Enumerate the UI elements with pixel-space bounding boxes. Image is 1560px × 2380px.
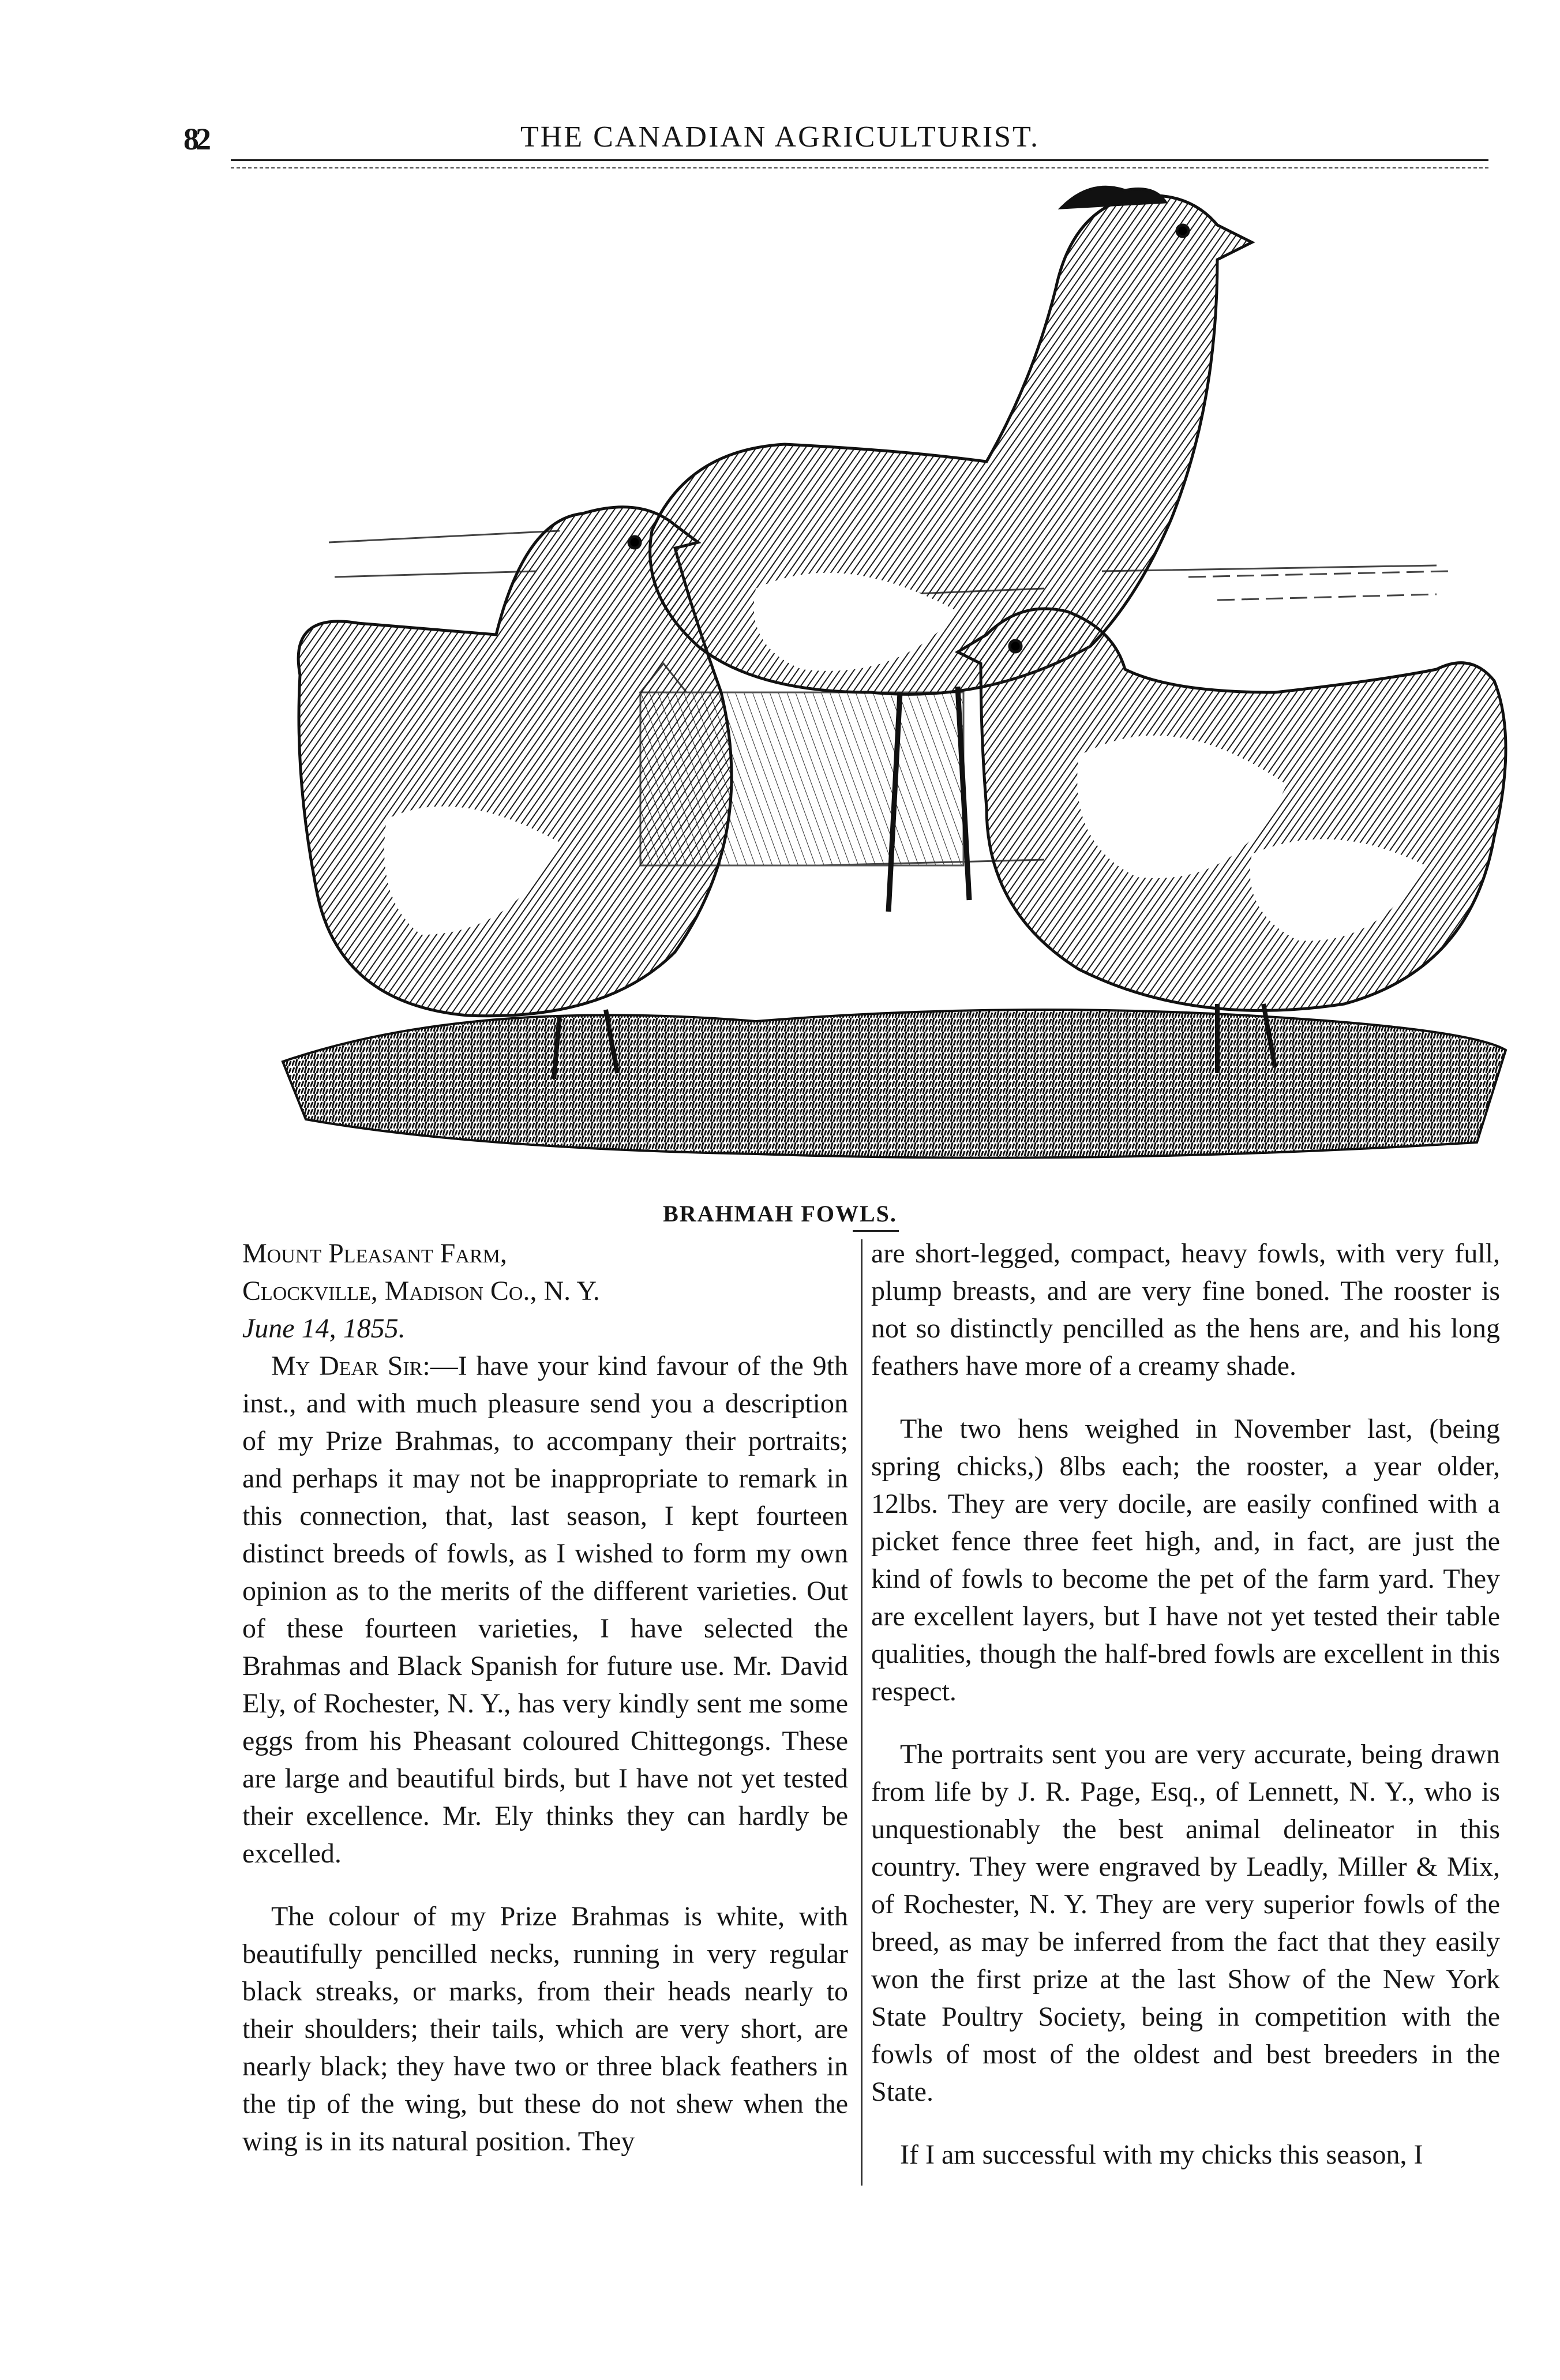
- ground: [283, 1010, 1506, 1158]
- paragraph-3: The two hens weighed in November last, (being spring chicks,) 8lbs each; the rooster, a year older, 12lbs. They are very docile, are easily confined with a picket fence three feet high, and, in fact, are just the kind of fowls to become the pet of the farm yard. They are excellent layers, but I have not yet tested their table qualities, though the half-bred fowls are excellent in this respect.: [871, 1414, 1500, 1707]
- column-rule: [861, 1239, 862, 2186]
- dateline-place: Clockville, Madison Co., N. Y.: [242, 1276, 600, 1306]
- dateline-date: June 14, 1855.: [242, 1313, 406, 1344]
- right-column: [871, 1235, 1500, 2173]
- caption-rule: [853, 1230, 899, 1232]
- paragraph-1-text: —I have your kind favour of the 9th inst., and with much pleasure send you a description of my Prize Brahmas, to accompany their portraits; and perhaps it may not be inappropriate to remark in this connection, that, last season, I kept fourteen distinct breeds of fowls, as I wished to form my own opinion as to the merits of the different varieties. Out of these fourteen varieties, I have selected the Brahmas and Black Spanish for future use. Mr. David Ely, of Rochester, N. Y., has very kindly sent me some eggs from his Pheasant coloured Chittegongs. These are large and beautiful birds, but I have not yet tested their excellence. Mr. Ely thinks they can hardly be excelled.: [242, 1351, 848, 1869]
- dateline-farm: Mount Pleasant Farm,: [242, 1238, 507, 1269]
- header-rule-dashed: [231, 167, 1488, 168]
- paragraph-1: [242, 1347, 848, 1872]
- left-column: [242, 1235, 848, 2160]
- illustration-caption: BRAHMAH FOWLS.: [663, 1201, 897, 1227]
- paragraph-2: The colour of my Prize Brahmas is white, with beautifully pencilled necks, running in very regular black streaks, or marks, from their heads nearly to their shoulders; their tails, which are very short, are nearly black; they have two or three black feathers in the tip of the wing, but these do not shew when the wing is in its natural position. They: [242, 1901, 848, 2157]
- page-number: 82: [183, 122, 208, 156]
- paragraph-2-continued: are short-legged, compact, heavy fowls, with very full, plump breasts, and are very fine boned. The rooster is not so distinctly pencilled as the hens are, and his long feathers have more of a creamy shade.: [871, 1238, 1500, 1381]
- header-rule: [231, 159, 1488, 161]
- paragraph-4: The portraits sent you are very accurate, being drawn from life by J. R. Page, Esq., of Lennett, N. Y., who is unquestionably the best animal delineator in this country. They were engraved by Leadly, Miller & Mix, of Rochester, N. Y. They are very superior fowls of the breed, as may be inferred from the fact that they easily won the first prize at the last Show of the New York State Poultry Society, being in competition with the fowls of most of the oldest and best breeders in the State.: [871, 1739, 1500, 2107]
- brahma-fowls-engraving: [237, 173, 1529, 1171]
- running-head: THE CANADIAN AGRICULTURIST.: [520, 121, 1040, 153]
- salutation: My Dear Sir:: [271, 1351, 430, 1381]
- paragraph-5: If I am successful with my chicks this season, I: [900, 2139, 1423, 2170]
- right-hen: [958, 609, 1506, 1073]
